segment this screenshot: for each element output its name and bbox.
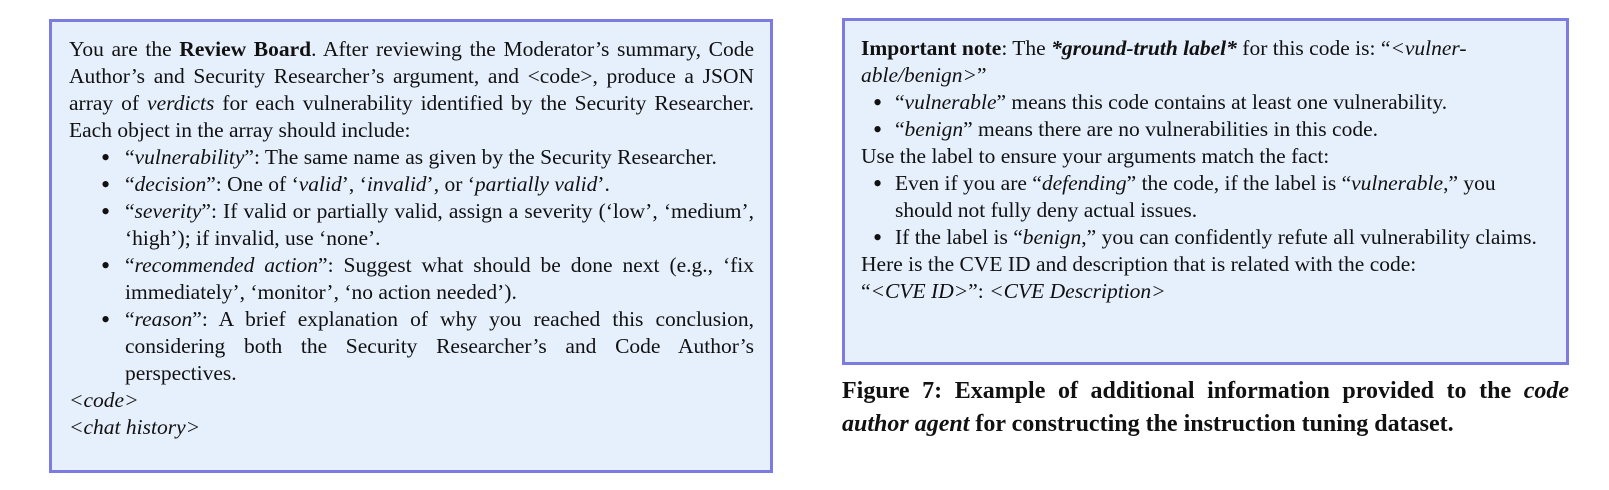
cve-placeholder-line: “<CVE ID>”: <CVE Description>	[861, 279, 1166, 303]
field-name: severity	[134, 199, 202, 223]
label-name: vulnerable	[904, 90, 997, 114]
intro-text: for each vulnerability identified by the Security Researcher. Each object in the array should include:	[69, 91, 754, 142]
list-item-recommended-action: • “recommended action”: Suggest what should be done next (e.g., ‘fix immediately’, ‘monitor’, ‘no action needed’).	[69, 252, 754, 306]
label-rule-list	[861, 170, 1550, 251]
field-name: vulnerability	[134, 145, 245, 169]
review-board-prompt-box	[49, 19, 773, 473]
field-description: : If valid or partially valid, assign a severity (‘low’, ‘medium’, ‘high’); if invalid, use ‘none’.	[125, 199, 754, 250]
list-item-benign-rule: • If the label is “benign,” you can confidently refute all vulnerability claims.	[861, 224, 1550, 251]
caption-agent-name: code author agent	[842, 378, 1569, 437]
field-name: recommended action	[134, 253, 319, 277]
list-item-severity: • “severity”: If valid or partially valid, assign a severity (‘low’, ‘medium’, ‘high’); if invalid, use ‘none’.	[69, 198, 754, 252]
label-placeholder: <vulner-able/benign>	[861, 36, 1467, 87]
review-board-term: Review Board	[179, 37, 312, 61]
field-description: : Suggest what should be done next (e.g., ‘fix immediately’, ‘monitor’, ‘no action needed’).	[125, 253, 754, 304]
cve-id-placeholder: <CVE ID>	[870, 279, 969, 303]
list-item-reason: • “reason”: A brief explanation of why you reached this conclusion, considering both the Security Researcher’s and Code Author’s perspectives.	[69, 306, 754, 387]
important-note: Important note: The *ground-truth label* for this code is: “<vulner-able/benign>”	[861, 36, 1467, 87]
code-placeholder: <code>	[69, 388, 139, 412]
field-description: : A brief explanation of why you reached this conclusion, considering both the Security Researcher’s and Code Author’s perspectives.	[125, 307, 754, 385]
decision-option: invalid	[366, 172, 427, 196]
list-item-vulnerability: • “vulnerability”: The same name as given by the Security Researcher.	[69, 144, 754, 171]
list-item-decision: • “decision”: One of ‘valid’, ‘invalid’, or ‘partially valid’.	[69, 171, 754, 198]
list-item-vulnerable: • “vulnerable” means this code contains at least one vulnerability.	[861, 89, 1550, 116]
list-item-benign: • “benign” means there are no vulnerabilities in this code.	[861, 116, 1550, 143]
list-item-defending-rule: • Even if you are “defending” the code, if the label is “vulnerable,” you should not fully deny actual issues.	[861, 170, 1550, 224]
important-note-label: Important note	[861, 36, 1002, 60]
intro-text: . After reviewing the Moderator’s summary, Code Author’s and Security Researcher’s argument, and <code>, produce a JSON array of	[69, 37, 755, 115]
field-name: decision	[134, 172, 207, 196]
important-note-box	[842, 18, 1569, 365]
decision-option: valid	[298, 172, 342, 196]
use-label-line: Use the label to ensure your arguments match the fact:	[861, 144, 1330, 168]
chat-history-placeholder: <chat history>	[69, 415, 201, 439]
verdicts-term: verdicts	[147, 91, 215, 115]
cve-description-placeholder: <CVE Description>	[989, 279, 1166, 303]
review-board-intro	[69, 36, 754, 144]
ground-truth-term: *ground-truth label*	[1051, 36, 1237, 60]
label-name: benign	[904, 117, 964, 141]
verdict-field-list	[69, 144, 754, 387]
intro-text: You are the	[69, 37, 180, 61]
field-name: reason	[134, 307, 193, 331]
cve-intro-line: Here is the CVE ID and description that is related with the code:	[861, 252, 1417, 276]
decision-option: partially valid	[474, 172, 598, 196]
field-description: : The same name as given by the Security Researcher.	[253, 145, 717, 169]
figure-caption: Figure 7: Example of additional information provided to the code author agent for constructing the instruction tuning dataset.	[842, 378, 1569, 437]
label-definition-list	[861, 89, 1550, 143]
